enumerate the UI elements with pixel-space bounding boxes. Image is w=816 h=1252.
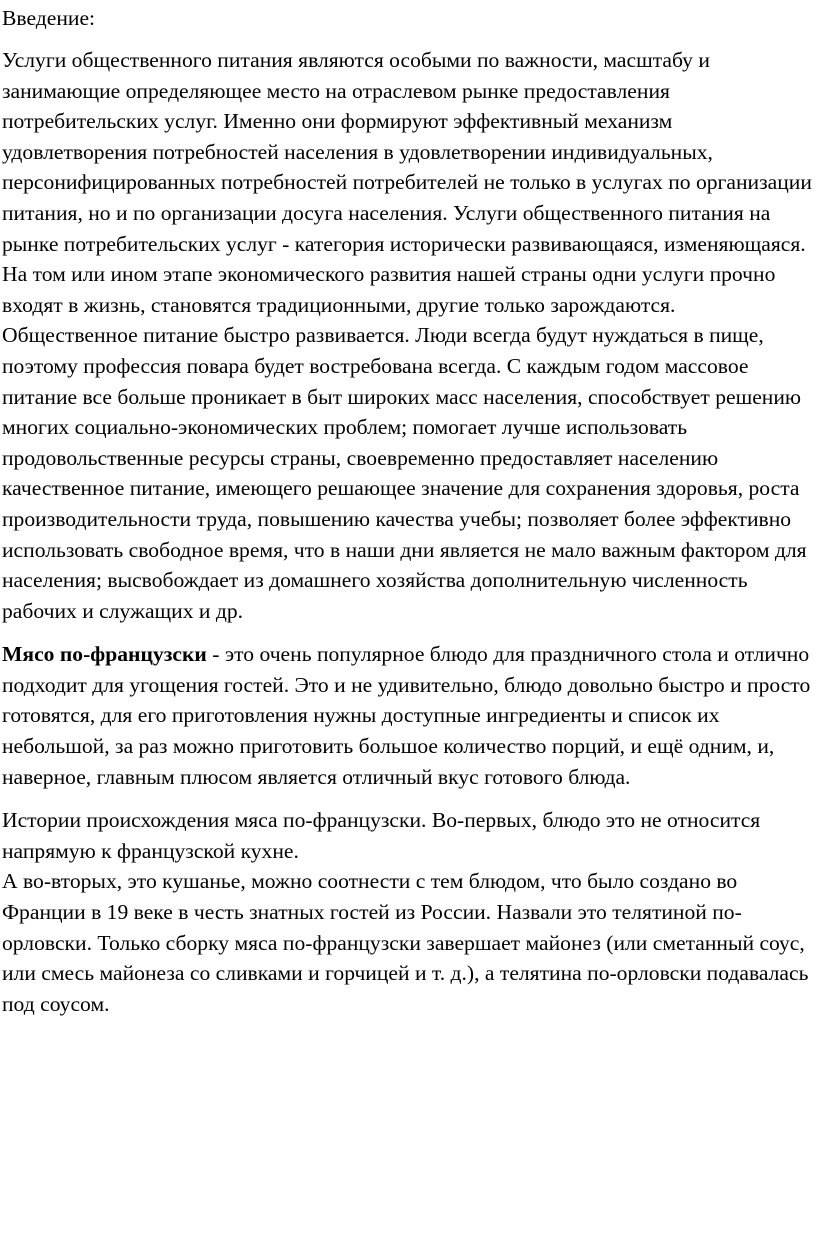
intro-paragraph: Услуги общественного питания являются особыми по важности, масштабу и занимающие определяющее место на отраслевом рынке предоставления потребительских услуг. Именно они формируют эффективный механизм удовлетворения потребностей населения в удовлетворении индивидуальных, персонифицированных потребностей потребителей не только в услугах по организации питания, но и по организации досуга населения. Услуги общественного питания на рынке потребительских услуг - категория исторически развивающаяся, изменяющаяся. На том или ином этапе экономического развития нашей страны одни услуги прочно входят в жизнь, становятся традиционными, другие только зарождаются. Общественное питание быстро развивается. Люди всегда будут нуждаться в пище, поэтому профессия повара будет востребована всегда. С каждым годом массовое питание все больше проникает в быт широких масс населения, способствует решению многих социально-экономических проблем; помогает лучше использовать продовольственные ресурсы страны, своевременно предоставляет населению качественное питание, имеющего решающее значение для сохранения здоровья, роста производительности труда, повышению качества учебы; позволяет более эффективно использовать свободное время, что в наши дни является не мало важным фактором для населения; высвобождает из домашнего хозяйства дополнительную численность рабочих и служащих и др.	[2, 48, 812, 623]
meat-title-bold: Мясо по-французски	[2, 642, 207, 667]
meat-paragraph	[2, 639, 814, 792]
meat-description: - это очень популярное блюдо для праздничного стола и отлично подходит для угощения гостей. Это и не удивительно, блюдо довольно быстро и просто готовятся, для его приготовления нужны доступные ингредиенты и список их небольшой, за раз можно приготовить большое количество порций, и ещё одним, и, наверное, главным плюсом является отличный вкус готового блюда.	[2, 642, 811, 789]
document-page	[2, 0, 814, 1019]
history-paragraph-2: А во-вторых, это кушанье, можно соотнести с тем блюдом, что было создано во Франции в 19 веке в честь знатных гостей из России. Назвали это телятиной по-орловски. Только сборку мяса по-французски завершает майонез (или сметанный соус, или смесь майонеза со сливками и горчицей и т. д.), а телятина по-орловски подавалась под соусом.	[2, 869, 809, 1016]
document-heading: Введение:	[2, 6, 96, 30]
history-paragraph-1: Истории происхождения мяса по-французски. Во-первых, блюдо это не относится напрямую к французской кухне.	[2, 808, 761, 863]
